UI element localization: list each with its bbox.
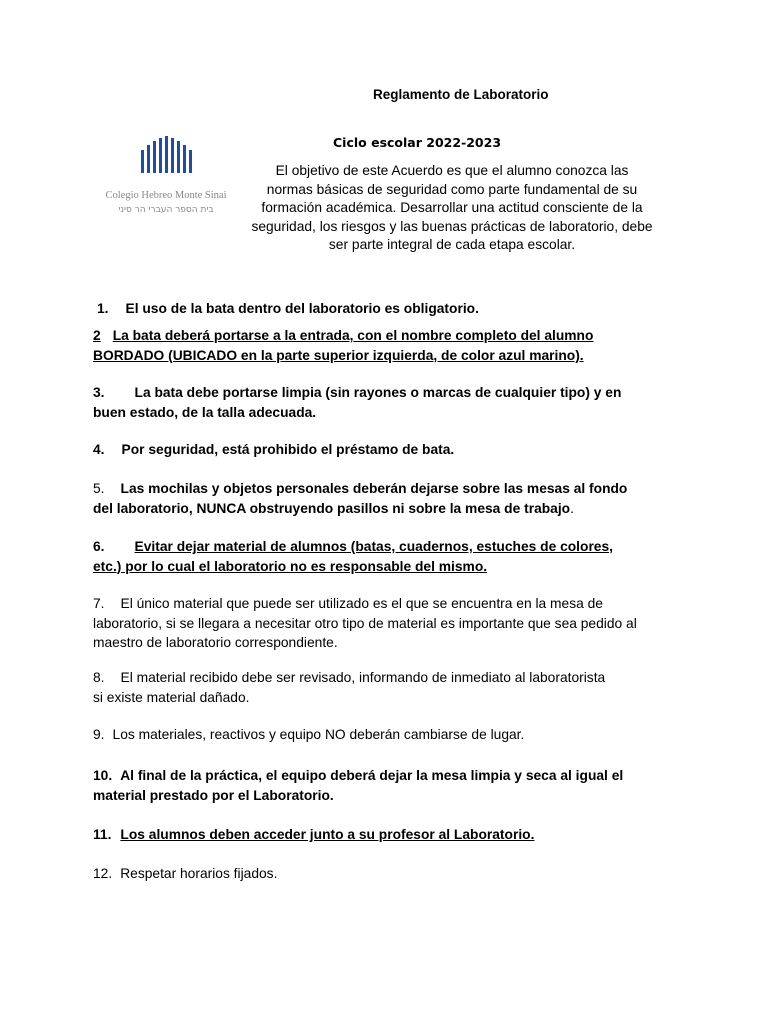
rule-5	[93, 479, 673, 518]
rule-text-cont: BORDADO (UBICADO en la parte superior izquierda, de color azul marino).	[93, 347, 584, 363]
rule-7	[93, 594, 693, 653]
rule-text: Las mochilas y objetos personales deberán dejarse sobre las mesas al fondo	[120, 481, 628, 496]
rule-9	[93, 725, 673, 745]
rule-12	[93, 864, 673, 884]
rule-4	[93, 440, 673, 460]
rule-text-cont: si existe material dañado.	[93, 689, 250, 705]
rule-number: 3.	[93, 385, 105, 400]
rule-number: 7.	[93, 596, 105, 611]
rule-text: El único material que puede ser utilizado es el que se encuentra en la mesa de	[120, 596, 603, 611]
rule-text: La bata deberá portarse a la entrada, con el nombre completo del alumno	[112, 328, 594, 343]
intro-paragraph: El objetivo de este Acuerdo es que el alumno conozca las normas básicas de seguridad como parte fundamental de su formación académica. Desarrollar una actitud consciente de la seguridad, los riesgos y las buenas prácticas de laboratorio, debe ser parte integral de cada etapa escolar.	[251, 163, 653, 253]
menorah-columns-logo-icon	[100, 135, 230, 225]
rule-text: El uso de la bata dentro del laboratorio es obligatorio.	[125, 301, 479, 316]
logo-hebrew-name: בית הספר העברי הר סיני	[118, 205, 214, 215]
rule-number: 2	[93, 328, 101, 343]
rule-number: 12.	[93, 866, 113, 881]
rule-text: Por seguridad, está prohibido el préstamo de bata.	[121, 442, 455, 457]
rule-number: 4.	[93, 442, 105, 457]
rule-text: Los materiales, reactivos y equipo NO deberán cambiarse de lugar.	[112, 727, 525, 742]
document-title: Reglamento de Laboratorio	[373, 87, 549, 102]
rule-6	[93, 537, 673, 576]
rule-8	[93, 668, 673, 707]
rule-text: Evitar dejar material de alumnos (batas, cuadernos, estuches de colores,	[134, 539, 613, 554]
rule-number: 6.	[93, 539, 105, 554]
rule-number: 5.	[93, 481, 105, 496]
rule-text-cont: del laboratorio, NUNCA obstruyendo pasillos ni sobre la mesa de trabajo	[93, 500, 571, 516]
school-logo	[100, 135, 230, 225]
rule-10	[93, 766, 673, 805]
rule-number: 8.	[93, 670, 105, 685]
rule-number: 9.	[93, 727, 105, 742]
rule-number: 1.	[97, 301, 109, 316]
rule-text-cont: maestro de laboratorio correspondiente.	[93, 635, 338, 650]
rule-text-cont: etc.) por lo cual el laboratorio no es responsable del mismo.	[93, 558, 488, 574]
rule-text-cont: buen estado, de la talla adecuada.	[93, 404, 317, 420]
rule-11	[93, 825, 673, 845]
rule-2	[93, 326, 673, 365]
rule-text: La bata debe portarse limpia (sin rayones o marcas de cualquier tipo) y en	[134, 385, 622, 400]
rule-text-cont: material prestado por el Laboratorio.	[93, 787, 334, 803]
rule-3	[93, 383, 673, 422]
rule-number: 10.	[93, 768, 113, 783]
rule-text: Al final de la práctica, el equipo deberá dejar la mesa limpia y seca al igual el	[120, 768, 624, 783]
rule-text-suffix: .	[570, 500, 574, 516]
rule-text: Los alumnos deben acceder junto a su profesor al Laboratorio.	[120, 827, 535, 842]
rule-1	[97, 299, 677, 319]
rule-text: Respetar horarios fijados.	[120, 866, 278, 881]
logo-school-name: Colegio Hebreo Monte Sinai	[105, 190, 227, 201]
school-year: Ciclo escolar 2022-2023	[333, 135, 502, 150]
rule-text: El material recibido debe ser revisado, informando de inmediato al laboratorista	[120, 670, 606, 685]
rule-number: 11.	[93, 827, 112, 842]
rule-text-cont: laboratorio, si se llegara a necesitar otro tipo de material es importante que sea pedido al	[93, 615, 637, 631]
